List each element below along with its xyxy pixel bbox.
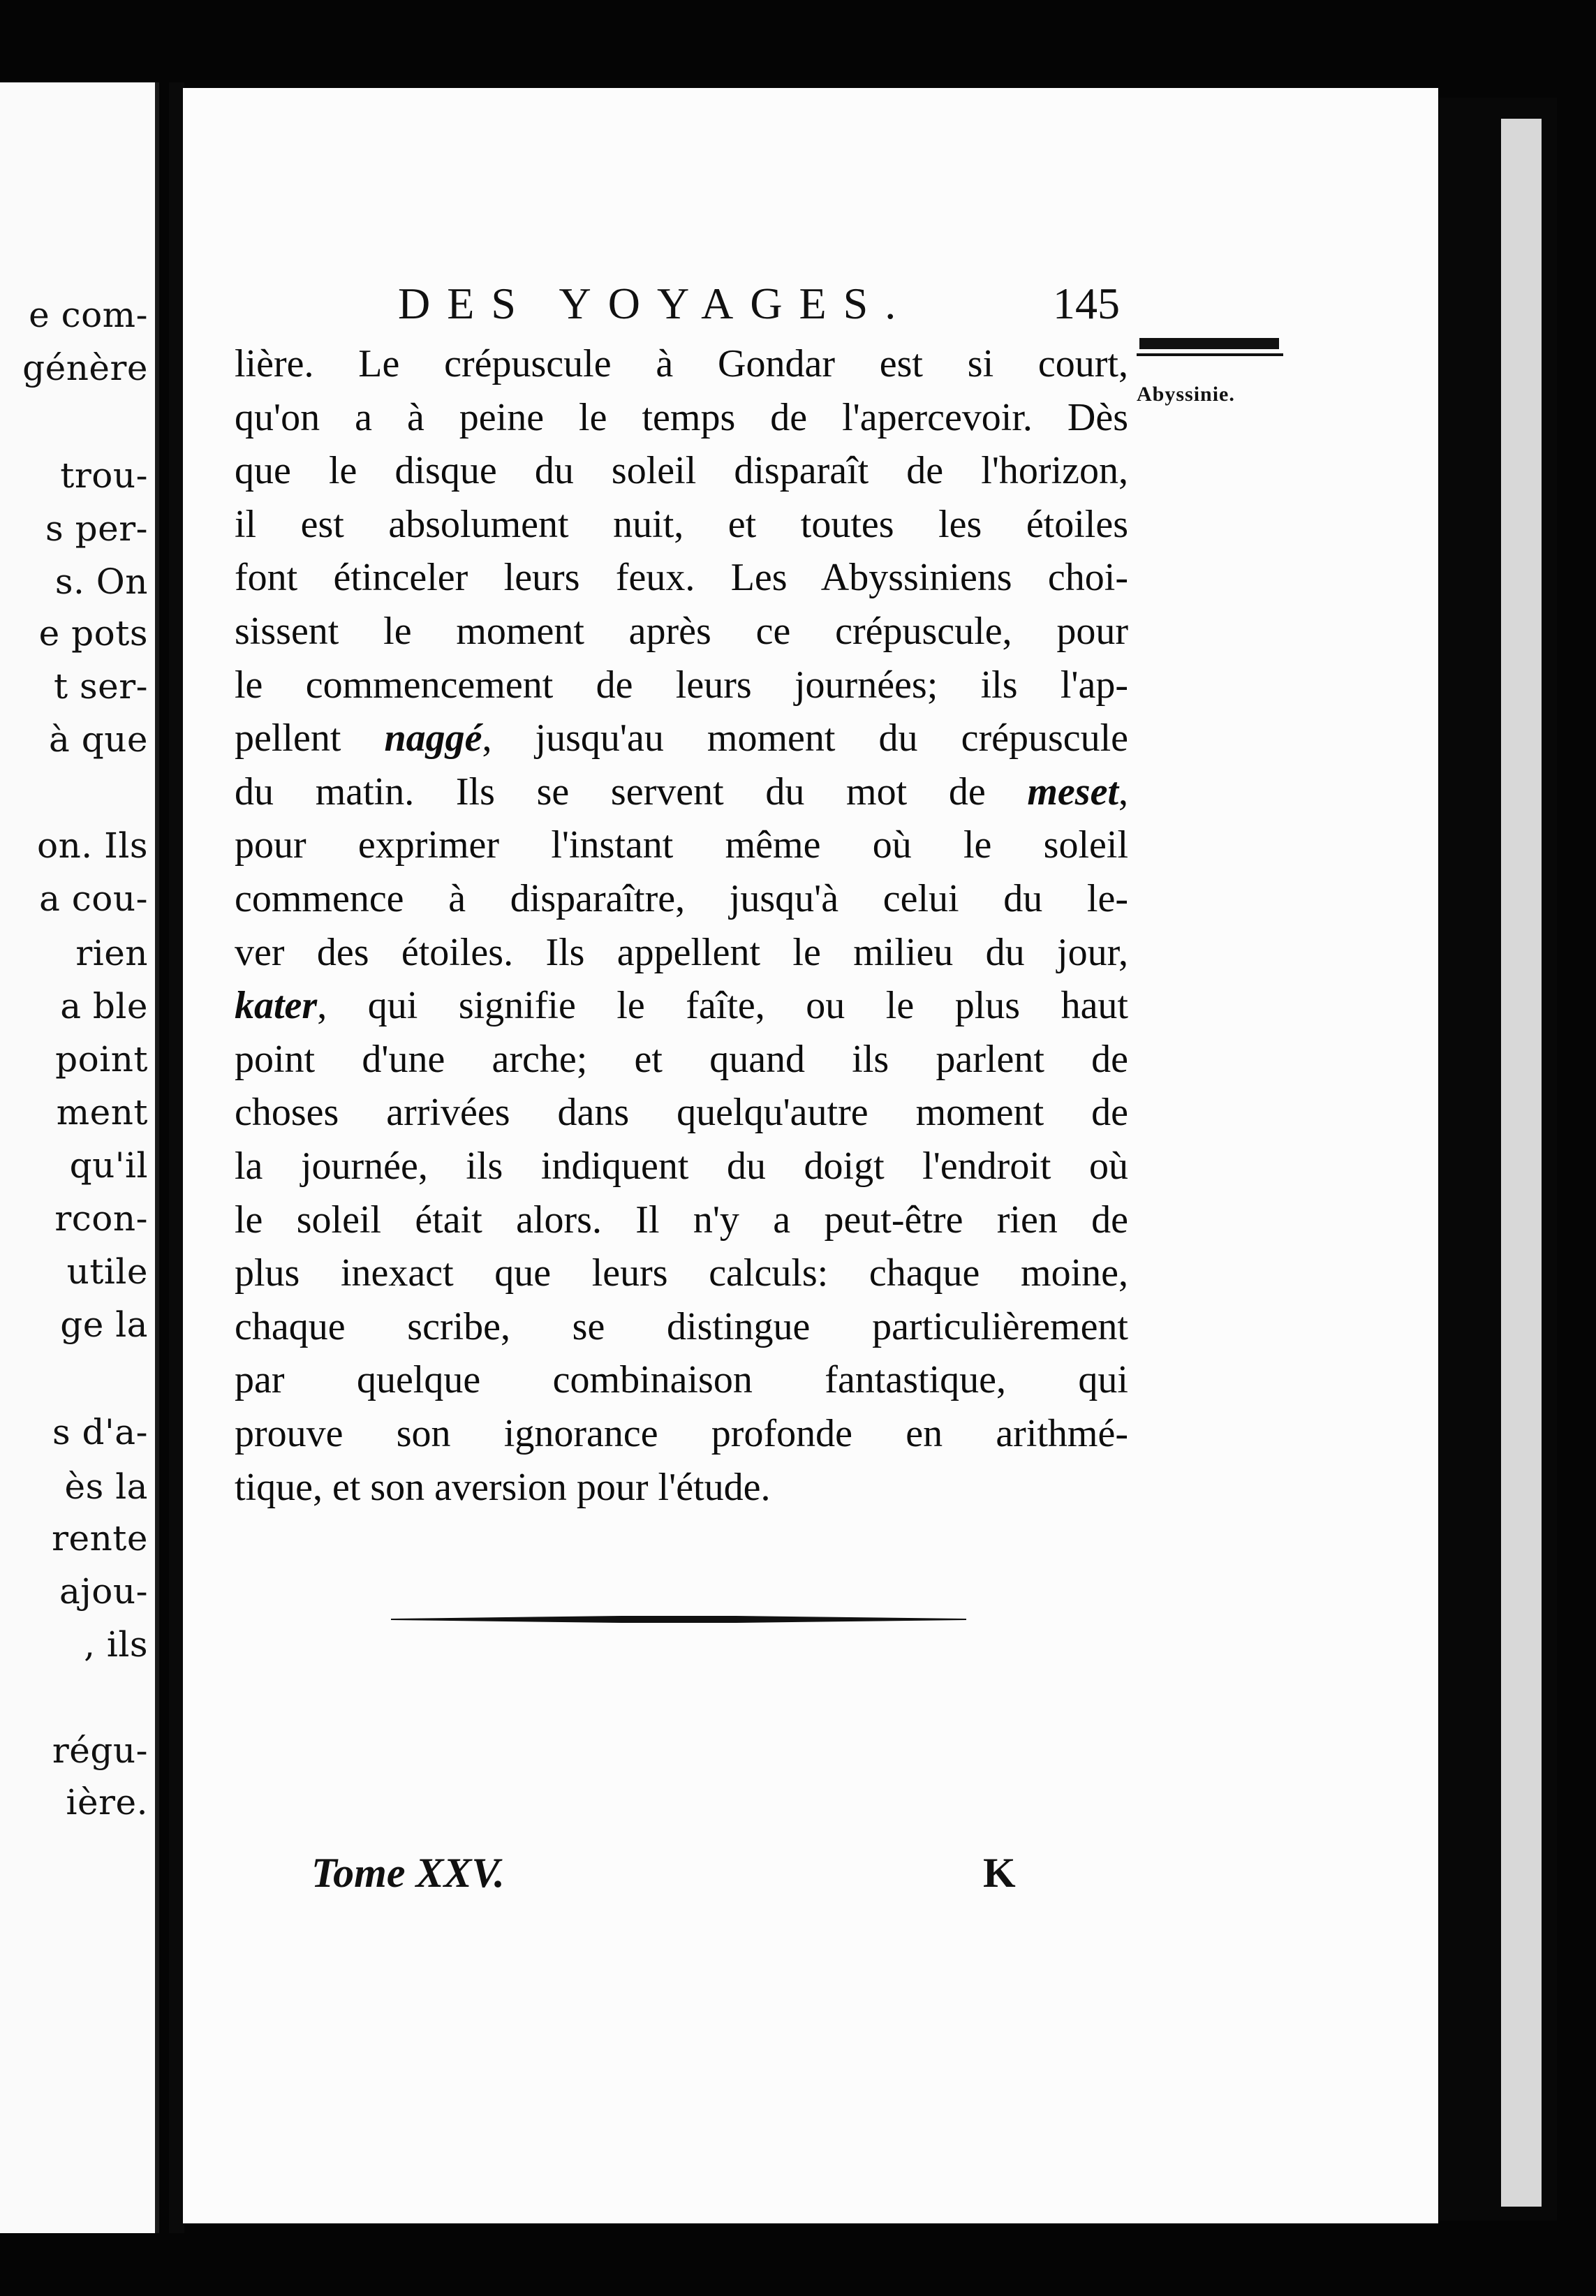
left-page-line: qu'il <box>69 1145 148 1186</box>
left-page-line: point <box>55 1039 148 1080</box>
left-page-line: ge la <box>60 1304 148 1345</box>
text-line: lière. Le crépuscule à Gondar est si court, <box>235 342 1128 385</box>
text-line: font étinceler leurs feux. Les Abyssiniens choi- <box>235 556 1128 599</box>
text-line: qu'on a à peine le temps de l'apercevoir. Dès <box>235 396 1128 439</box>
left-page-line: rien <box>75 933 148 973</box>
page-number: 145 <box>1053 279 1120 328</box>
left-page-line: ière. <box>66 1782 148 1823</box>
text-line: point d'une arche; et quand ils parlent de <box>235 1038 1128 1081</box>
left-page-line: rcon- <box>54 1198 148 1239</box>
left-page-line: e pots <box>38 613 148 654</box>
left-page-line: a cou- <box>39 878 148 919</box>
text-line: pellent naggé, jusqu'au moment du crépuscule <box>235 716 1129 760</box>
italic-term: meset <box>1027 770 1118 814</box>
left-page-line: ajou- <box>59 1571 148 1612</box>
italic-term: kater <box>235 984 318 1027</box>
running-head: DES YOYAGES. <box>398 279 913 328</box>
text-line: le commencement de leurs journées; ils l'ap- <box>235 663 1128 707</box>
printer-signature-mark: K <box>983 1850 1016 1896</box>
text-line: prouve son ignorance profonde en arithmé- <box>235 1412 1128 1455</box>
left-page-line: ès la <box>64 1466 148 1507</box>
left-page-line: utile <box>66 1251 148 1292</box>
text-line: chaque scribe, se distingue particulièrement <box>235 1305 1128 1348</box>
left-facing-page <box>0 82 159 2233</box>
margin-note: Abyssinie. <box>1137 383 1235 406</box>
left-page-line: , ils <box>84 1624 148 1665</box>
left-page-line: e com- <box>29 295 148 335</box>
left-page-line: rente <box>52 1518 148 1559</box>
text-line: choses arrivées dans quelqu'autre moment de <box>235 1091 1128 1134</box>
text-line: il est absolument nuit, et toutes les étoiles <box>235 503 1128 546</box>
text-line: du matin. Ils se servent du mot de meset, <box>235 770 1128 814</box>
text-line: sissent le moment après ce crépuscule, pour <box>235 610 1128 653</box>
volume-signature: Tome XXV. <box>311 1850 505 1896</box>
left-page-line: ment <box>56 1092 148 1133</box>
left-page-line: s. On <box>54 561 148 602</box>
left-page-line: trou- <box>60 455 148 496</box>
left-page-line: à que <box>48 719 148 760</box>
left-page-line: régu- <box>52 1730 148 1771</box>
margin-rule-thin <box>1137 353 1283 356</box>
left-page-line: génère <box>22 348 148 388</box>
margin-rule <box>1139 338 1279 349</box>
text-line: ver des étoiles. Ils appellent le milieu du jour, <box>235 931 1128 974</box>
text-line: plus inexact que leurs calculs: chaque moine, <box>235 1251 1128 1295</box>
left-page-line: t ser- <box>53 666 148 707</box>
text-line: par quelque combinaison fantastique, qui <box>235 1358 1128 1401</box>
page-gutter-shadow <box>169 82 184 2233</box>
italic-term: naggé <box>384 716 482 760</box>
text-line: commence à disparaître, jusqu'à celui du le- <box>235 877 1128 920</box>
text-line: kater, qui signifie le faîte, ou le plus haut <box>235 984 1128 1027</box>
left-page-line: s d'a- <box>52 1412 148 1452</box>
text-line: la journée, ils indiquent du doigt l'endroit où <box>235 1145 1128 1188</box>
text-line: que le disque du soleil disparaît de l'horizon, <box>235 449 1128 492</box>
text-line: le soleil était alors. Il n'y a peut-être rien de <box>235 1198 1128 1242</box>
text-line: tique, et son aversion pour l'étude. <box>235 1466 771 1509</box>
left-page-line: s per- <box>45 508 148 549</box>
book-edge-strip <box>1501 119 1542 2207</box>
left-page-line: a ble <box>60 986 148 1026</box>
text-line: pour exprimer l'instant même où le soleil <box>235 823 1128 867</box>
left-page-line: on. Ils <box>37 825 148 866</box>
